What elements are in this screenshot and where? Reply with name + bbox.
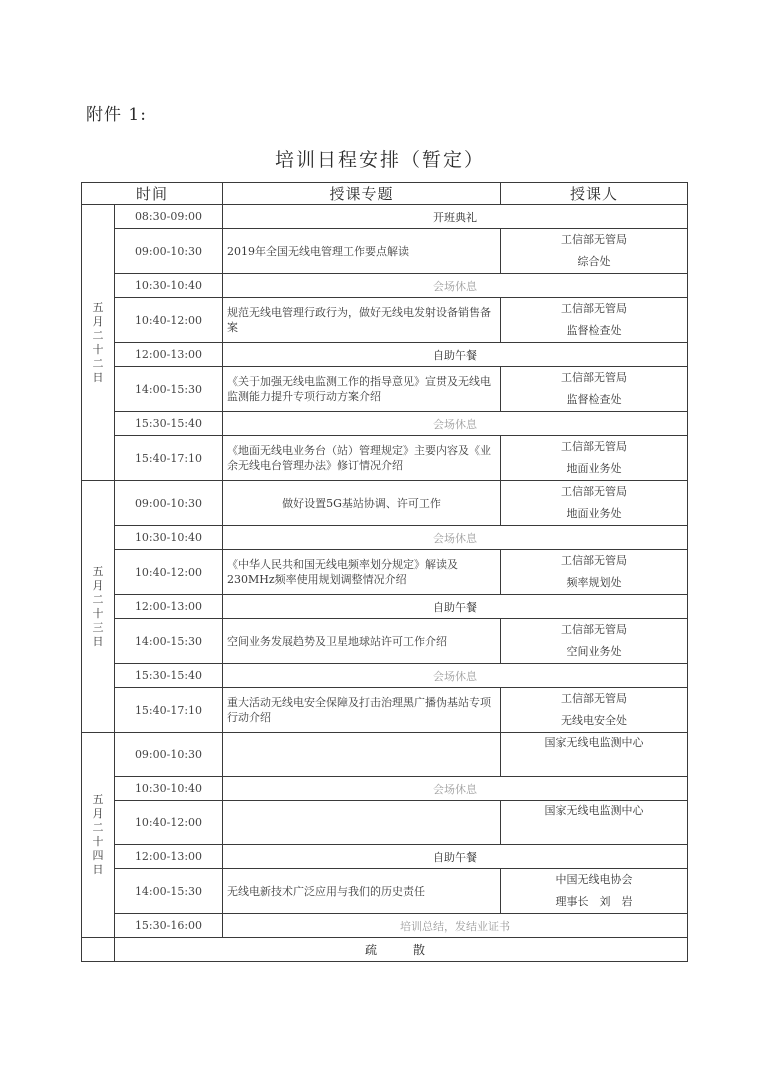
time-cell: 09:00-10:30 (115, 481, 223, 526)
lecturer-cell (501, 688, 688, 733)
lecturer-dept: 综合处 (577, 255, 611, 268)
day-label (82, 205, 115, 481)
session-span-cell: 自助午餐 (223, 595, 688, 619)
time-cell: 09:00-10:30 (115, 229, 223, 274)
session-span-cell: 自助午餐 (223, 343, 688, 367)
day-label-text: 五月二十三日 (92, 564, 104, 648)
lecturer-cell (501, 481, 688, 526)
session-span-cell: 培训总结，发结业证书 (223, 914, 688, 938)
time-cell: 14:00-15:30 (115, 869, 223, 914)
lecturer-org: 工信部无管局 (561, 623, 628, 636)
time-cell: 15:40-17:10 (115, 436, 223, 481)
time-cell: 15:30-15:40 (115, 412, 223, 436)
time-cell: 14:00-15:30 (115, 619, 223, 664)
lecturer-dept: 监督检查处 (566, 393, 622, 406)
lecturer-org: 中国无线电协会 (555, 873, 633, 886)
header-time: 时间 (82, 183, 223, 205)
dismiss-spacer (82, 938, 115, 962)
topic-cell (223, 801, 501, 845)
lecturer-org: 工信部无管局 (561, 692, 628, 705)
topic-cell: 做好设置5G基站协调、许可工作 (223, 481, 501, 526)
lecturer-cell (501, 229, 688, 274)
lecturer-dept: 地面业务处 (566, 507, 622, 520)
table-row (82, 688, 688, 733)
table-row (82, 343, 688, 367)
table-row (82, 412, 688, 436)
lecturer-dept: 地面业务处 (566, 462, 622, 475)
time-cell: 12:00-13:00 (115, 343, 223, 367)
table-row (82, 801, 688, 845)
header-row (82, 183, 688, 205)
lecturer-org: 工信部无管局 (561, 233, 628, 246)
lecturer-org: 国家无线电监测中心 (544, 736, 644, 749)
topic-cell: 空间业务发展趋势及卫星地球站许可工作介绍 (223, 619, 501, 664)
attachment-label: 附件 1: (86, 105, 147, 125)
lecturer-cell (501, 367, 688, 412)
time-cell: 12:00-13:00 (115, 595, 223, 619)
lecturer-dept: 监督检查处 (566, 324, 622, 337)
table-row (82, 869, 688, 914)
lecturer-org: 工信部无管局 (561, 485, 628, 498)
table-row (82, 914, 688, 938)
table-row (82, 664, 688, 688)
topic-cell: 重大活动无线电安全保障及打击治理黑广播伪基站专项行动介绍 (223, 688, 501, 733)
time-cell: 09:00-10:30 (115, 733, 223, 777)
table-row (82, 777, 688, 801)
time-cell: 10:30-10:40 (115, 274, 223, 298)
time-cell: 10:40-12:00 (115, 550, 223, 595)
topic-cell (223, 733, 501, 777)
table-row (82, 298, 688, 343)
lecturer-dept: 频率规划处 (566, 576, 622, 589)
table-row (82, 229, 688, 274)
lecturer-org: 工信部无管局 (561, 302, 628, 315)
topic-cell: 无线电新技术广泛应用与我们的历史责任 (223, 869, 501, 914)
day-label-text: 五月二十二日 (92, 300, 104, 384)
lecturer-org: 工信部无管局 (561, 371, 628, 384)
table-row (82, 845, 688, 869)
time-cell: 15:30-15:40 (115, 664, 223, 688)
time-cell: 12:00-13:00 (115, 845, 223, 869)
lecturer-org: 工信部无管局 (561, 440, 628, 453)
table-row (82, 274, 688, 298)
table-row (82, 526, 688, 550)
lecturer-cell (501, 436, 688, 481)
time-cell: 10:30-10:40 (115, 526, 223, 550)
day-label (82, 733, 115, 938)
lecturer-cell (501, 298, 688, 343)
schedule-table (81, 182, 688, 962)
table-row (82, 205, 688, 229)
dismiss-cell: 疏 散 (115, 938, 688, 962)
header-lecturer: 授课人 (501, 183, 688, 205)
lecturer-cell (501, 733, 688, 777)
time-cell: 15:40-17:10 (115, 688, 223, 733)
session-span-cell: 会场休息 (223, 274, 688, 298)
table-row (82, 619, 688, 664)
lecturer-cell (501, 801, 688, 845)
table-row (82, 550, 688, 595)
lecturer-cell (501, 619, 688, 664)
session-span-cell: 会场休息 (223, 664, 688, 688)
time-cell: 10:40-12:00 (115, 801, 223, 845)
dismiss-row (82, 938, 688, 962)
lecturer-org: 国家无线电监测中心 (544, 804, 644, 817)
header-topic: 授课专题 (223, 183, 501, 205)
lecturer-dept: 理事长 刘 岩 (555, 895, 633, 908)
day-label-text: 五月二十四日 (92, 793, 104, 876)
topic-cell: 《关于加强无线电监测工作的指导意见》宣贯及无线电监测能力提升专项行动方案介绍 (223, 367, 501, 412)
lecturer-cell (501, 869, 688, 914)
topic-cell: 《地面无线电业务台（站）管理规定》主要内容及《业余无线电台管理办法》修订情况介绍 (223, 436, 501, 481)
lecturer-dept: 空间业务处 (566, 645, 622, 658)
table-row (82, 481, 688, 526)
session-span-cell: 会场休息 (223, 412, 688, 436)
session-span-cell: 会场休息 (223, 777, 688, 801)
time-cell: 10:30-10:40 (115, 777, 223, 801)
time-cell: 15:30-16:00 (115, 914, 223, 938)
lecturer-org: 工信部无管局 (561, 554, 628, 567)
lecturer-dept: 无线电安全处 (561, 714, 628, 727)
table-row (82, 436, 688, 481)
table-row (82, 595, 688, 619)
schedule-body (82, 205, 688, 962)
time-cell: 08:30-09:00 (115, 205, 223, 229)
table-row (82, 733, 688, 777)
session-span-cell: 会场休息 (223, 526, 688, 550)
page-title: 培训日程安排（暂定） (274, 149, 485, 171)
table-row (82, 367, 688, 412)
session-span-cell: 自助午餐 (223, 845, 688, 869)
topic-cell: 2019年全国无线电管理工作要点解读 (223, 229, 501, 274)
time-cell: 14:00-15:30 (115, 367, 223, 412)
session-span-cell: 开班典礼 (223, 205, 688, 229)
topic-cell: 《中华人民共和国无线电频率划分规定》解读及230MHz频率使用规划调整情况介绍 (223, 550, 501, 595)
day-label (82, 481, 115, 733)
topic-cell: 规范无线电管理行政行为，做好无线电发射设备销售备案 (223, 298, 501, 343)
lecturer-cell (501, 550, 688, 595)
time-cell: 10:40-12:00 (115, 298, 223, 343)
